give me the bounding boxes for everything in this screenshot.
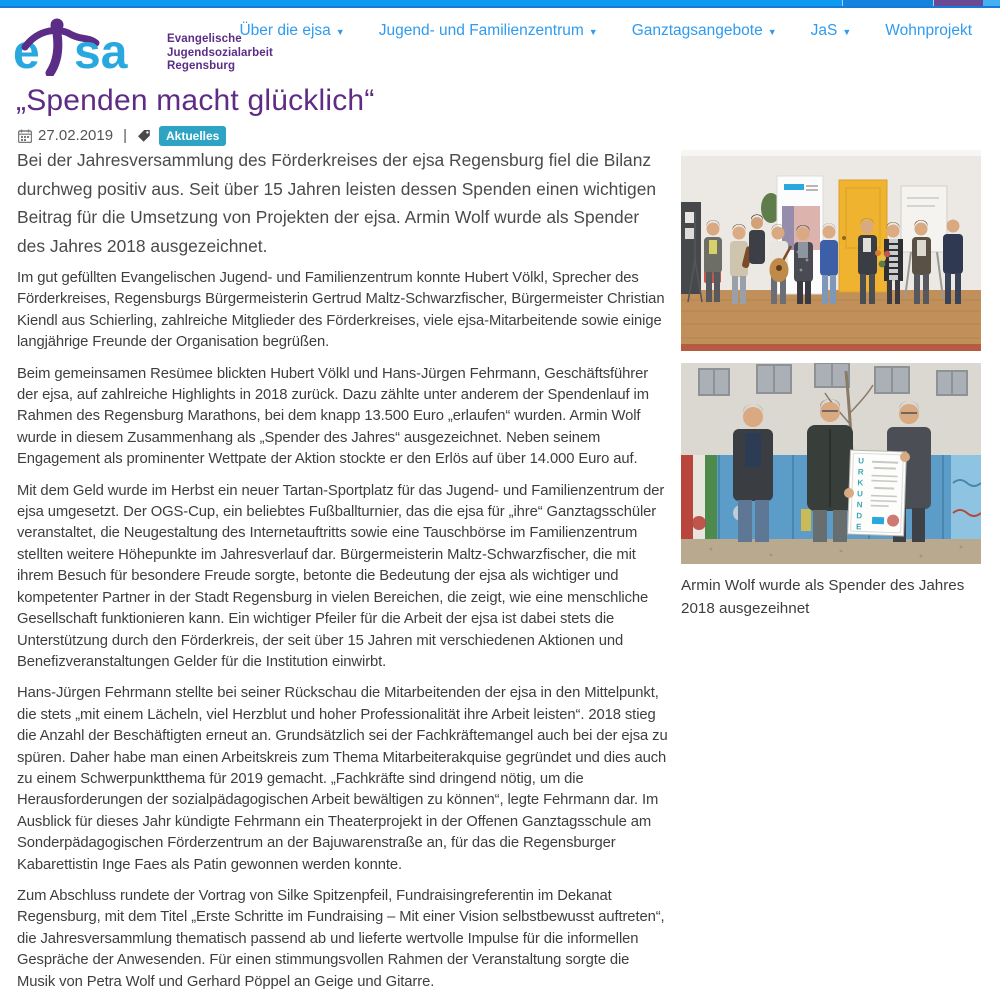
nav-label: JaS: [810, 22, 838, 39]
logo-letter-e: e: [13, 26, 40, 76]
accent-segment-darkblue: [842, 0, 933, 6]
article-photo-certificate[interactable]: [681, 363, 981, 564]
accent-segment-purple: [933, 0, 983, 6]
main-nav: [239, 22, 972, 40]
article-meta: [18, 126, 226, 146]
chevron-down-icon: ▼: [588, 27, 598, 37]
chevron-down-icon: ▼: [842, 27, 852, 37]
article-paragraph: Mit dem Geld wurde im Herbst ein neuer Tartan-Sportplatz für das Jugend- und Familienzentrum der ejsa umgesetzt. Der OGS-Cup, ein beliebtes Fußballturnier, das die ejsa für „ihre“ Ganztagsschüler veranstaltet, die Neugestaltung des Internetauftritts sowie eine Tauschbörse im Familienzentrum stellten weitere Höhepunkte im Jahresverlauf dar. Bürgermeisterin Maltz-Schwarzfischer, die mit ihrem Besuch für besondere Freude sorgte, betonte die Bedeutung der ejsa als wichtiger und kompetenter Partner in der Stadt Regensburg in vielen Bereichen, die zeigt, wie eine menschliche Gesellschaft funktionieren kann. Ein wichtiger Pfeiler für die Arbeit der ejsa ist dabei stets die Unterstützung durch den Förderkreis, der seit über 15 Jahren mit verschiedenen Aktionen und Benefizveranstaltungen Gelder für die Institution einwirbt.: [17, 482, 665, 670]
photo-caption: Armin Wolf wurde als Spender des Jahres 2018 ausgezeihnet: [681, 577, 965, 617]
logo-letters-sa: sa: [74, 26, 128, 76]
ejsa-wordmark: [12, 16, 158, 76]
article-lead-paragraph: Bei der Jahresversammlung des Förderkreises der ejsa Regensburg fiel die Bilanz durchweg positiv aus. Seit über 15 Jahren leisten dessen Spenden einen wichtigen Beitrag für die Umsetzung von Projekten der ejsa. Armin Wolf wurde als Spender des Jahres 2018 ausgezeichnet.: [17, 150, 657, 256]
nav-label: Über die ejsa: [239, 22, 331, 39]
article-paragraph: Im gut gefüllten Evangelischen Jugend- und Familienzentrum konnte Hubert Völkl, Sprecher des Förderkreises, Regensburgs Bürgermeisterin Gertrud Maltz-Schwarzfischer, Bürgermeister Christian Kiendl aus Schierling, zahlreiche Mitglieder des Förderkreises, viele ejsa-Mitarbeitende sowie einige langjährige Freunde der Organisation begrüßen.: [17, 270, 665, 351]
article-date: 27.02.2019: [38, 127, 114, 145]
meta-separator: |: [123, 127, 127, 145]
tag-icon: [137, 129, 151, 143]
top-accent-bar: [0, 0, 1000, 8]
nav-label: Jugend- und Familienzentrum: [378, 22, 584, 39]
nav-item-ueber-die-ejsa[interactable]: [239, 22, 344, 40]
tagline-line-1: Evangelische: [167, 33, 242, 45]
accent-segment-lightblue: [983, 0, 1000, 6]
tagline-line-3: Regensburg: [167, 60, 236, 72]
nav-item-ganztagsangebote[interactable]: [632, 22, 777, 40]
article-paragraph: Beim gemeinsamen Resümee blickten Hubert Völkl und Hans-Jürgen Fehrmann, Geschäftsführer der ejsa, auf zahlreiche Highlights in 2018 zurück. Dazu zählte unter anderem der Spendenlauf im Rahmen des Regensburg Marathons, bei dem knapp 13.500 Euro „erlaufen“ wurden. Armin Wolf wurde in diesem Zusammenhang als „Spender des Jahres“ ausgezeichnet. Neben seinem Engagement als prominenter Wettpate der Aktion stockte er den Erlös auf über 14.000 Euro auf.: [17, 365, 649, 468]
certificate-logo-mark: [872, 517, 884, 524]
article-body: [17, 146, 669, 1003]
urkunde-label: URKUNDE: [854, 456, 866, 534]
nav-item-jugend-und-familienzentrum[interactable]: [379, 22, 598, 40]
calendar-icon: [18, 129, 32, 143]
article-paragraph: Zum Abschluss rundete der Vortrag von Silke Spitzenpfeil, Fundraisingreferentin im Dekanat Regensburg, mit dem Titel „Erste Schritte im Fundraising – Mit einer Vision selbstbewusst auftreten“, die Jahresversammlung thematisch passend ab und lieferte wertvolle Impulse für die informellen Gespräche der Anwesenden. Für einen stimmungsvollen Rahmen der Veranstaltung sorgte die Musik von Petra Wolf und Gerhard Pöppel an Geige und Gitarre.: [17, 887, 665, 990]
article-photo-group[interactable]: [681, 150, 981, 351]
accent-segment-blue: [0, 0, 842, 6]
category-badge-aktuelles[interactable]: Aktuelles: [159, 126, 226, 146]
nav-label: Wohnprojekt: [885, 22, 972, 39]
photo-ground: [681, 539, 981, 564]
nav-item-jas[interactable]: [811, 22, 852, 40]
nav-item-wohnprojekt[interactable]: [885, 22, 972, 40]
page-title: „Spenden macht glücklich“: [16, 84, 375, 117]
chevron-down-icon: ▼: [767, 27, 777, 37]
site-logo[interactable]: [12, 16, 273, 76]
article-media-column: [681, 150, 981, 620]
tagline-line-2: Jugendsozialarbeit: [167, 46, 273, 59]
photo-certificate: [848, 450, 907, 536]
article-paragraph: Hans-Jürgen Fehrmann stellte bei seiner Rückschau die Mitarbeitenden der ejsa in den Mittelpunkt, die stets „mit einem Lächeln, viel Herzblut und hoher Professionalität ihre Arbeit leisten“. 2018 stieg die Anzahl der Beschäftigten erneut an. Grundsätzlich sei der Fachkräftemangel auch bei der ejsa zu spüren. Daher habe man einen Arbeitskreis zum Thema Mitarbeiterakquise gegründet und dies auch zu einem Schwerpunktthema für 2019 gemacht. „Fachkräfte sind dringend nötig, um die Herausforderungen der sozialpädagogischen Arbeit bewältigen zu können“, legte Fehrmann dar. Im Ausblick für dieses Jahr kündigte Fehrmann ein Theaterprojekt in der Offenen Ganztagsschule am Sonderpädagogischen Förderzentrum an der Bajuwarenstraße an, für das die Regensburger Kabarettistin Inge Faes als Patin gewonnen werden konnte.: [17, 685, 668, 873]
chevron-down-icon: ▼: [335, 27, 345, 37]
photo-people-group: [704, 214, 963, 304]
nav-label: Ganztagsangebote: [631, 22, 763, 39]
